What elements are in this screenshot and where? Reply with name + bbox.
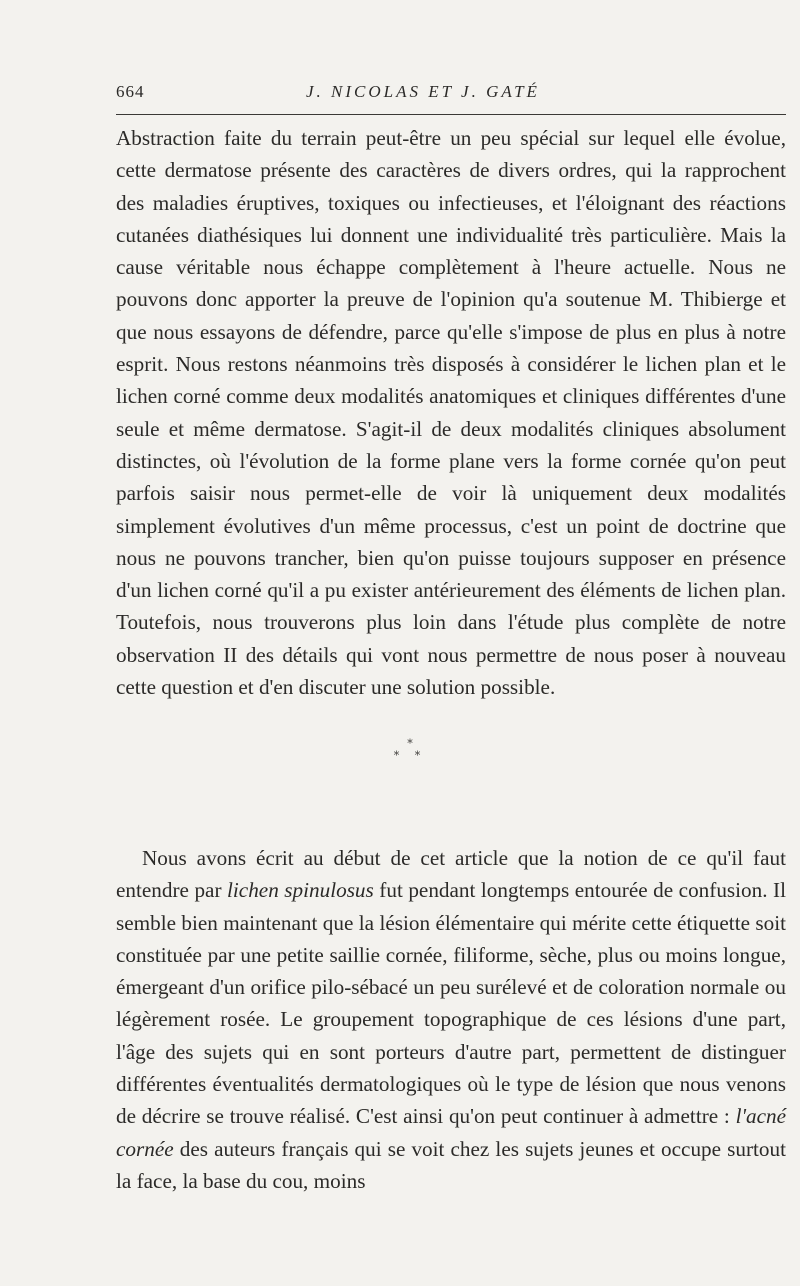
running-title: J. NICOLAS ET J. GATÉ [306,82,540,101]
asterism-bottom: * * [393,749,427,762]
term-lichen-spinulosus: lichen spinulosus [227,878,374,903]
paragraph-2 [116,842,786,1197]
paragraph-1-text: Abstraction faite du terrain peut-être un peu spécial sur lequel elle évolue, cette dermatose présente des caractères de divers ordres, qui la rapprochent des maladies éruptives, toxiques ou infectieuses, et l'éloignant des réactions cutanées diathésiques lui donnent une individualité très particulière. Mais la cause véritable nous échappe complètement à l'heure actuelle. Nous ne pouvons donc apporter la preuve de l'opinion qu'a soutenue M. Thibierge et que nous essayons de défendre, parce qu'elle s'impose de plus en plus à notre esprit. Nous restons néanmoins très disposés à considérer le lichen plan et le lichen corné comme deux modalités anatomiques et cliniques différentes d'une seule et même dermatose. S'agit-il de deux modalités cliniques absolument distinctes, où l'évolution de la forme plane vers la forme cornée qu'on peut parfois saisir nous permet-elle de voir là uniquement deux modalités simplement évolutives d'un même processus, c'est un point de doctrine que nous ne pouvons trancher, bien qu'on puisse toujours supposer en présence d'un lichen corné qu'il a pu exister antérieurement des éléments de lichen plan. Toutefois, nous trouverons plus loin dans l'étude plus complète de notre observation II des détails qui vont nous permettre de nous poser à nouveau cette question et d'en discuter une solution possible. [116,126,786,700]
header-rule [116,114,786,115]
asterism-separator [380,738,440,762]
page-number: 664 [116,82,145,101]
paragraph-2-part-1: Nous avons écrit au début de cet article que la notion de ce qu'il faut entendre par [116,846,786,903]
paragraph-2-part-2: fut pendant longtemps entourée de confusion. Il semble bien maintenant que la lésion élémentaire qui mérite cette étiquette soit constituée par une petite saillie cornée, filiforme, sèche, plus ou moins longue, émergeant d'un orifice pilo-sébacé un peu surélevé et de coloration normale ou légèrement rosée. Le groupement topographique de ces lésions d'une part, l'âge des sujets qui en sont porteurs d'autre part, permettent de distinguer différentes éventualités dermatologiques où le type de lésion que nous venons de décrire se trouve réalisé. C'est ainsi qu'on peut continuer à admettre : [116,878,786,1129]
term-acne-cornee: l'acné cornée [116,1104,786,1161]
paragraph-1 [116,122,786,703]
page-header [116,82,786,108]
paragraph-2-part-3: des auteurs français qui se voit chez les sujets jeunes et occupe surtout la face, la base du cou, moins [116,1136,786,1193]
paragraph-2-text [116,842,786,1197]
asterism-top: * [407,737,413,750]
